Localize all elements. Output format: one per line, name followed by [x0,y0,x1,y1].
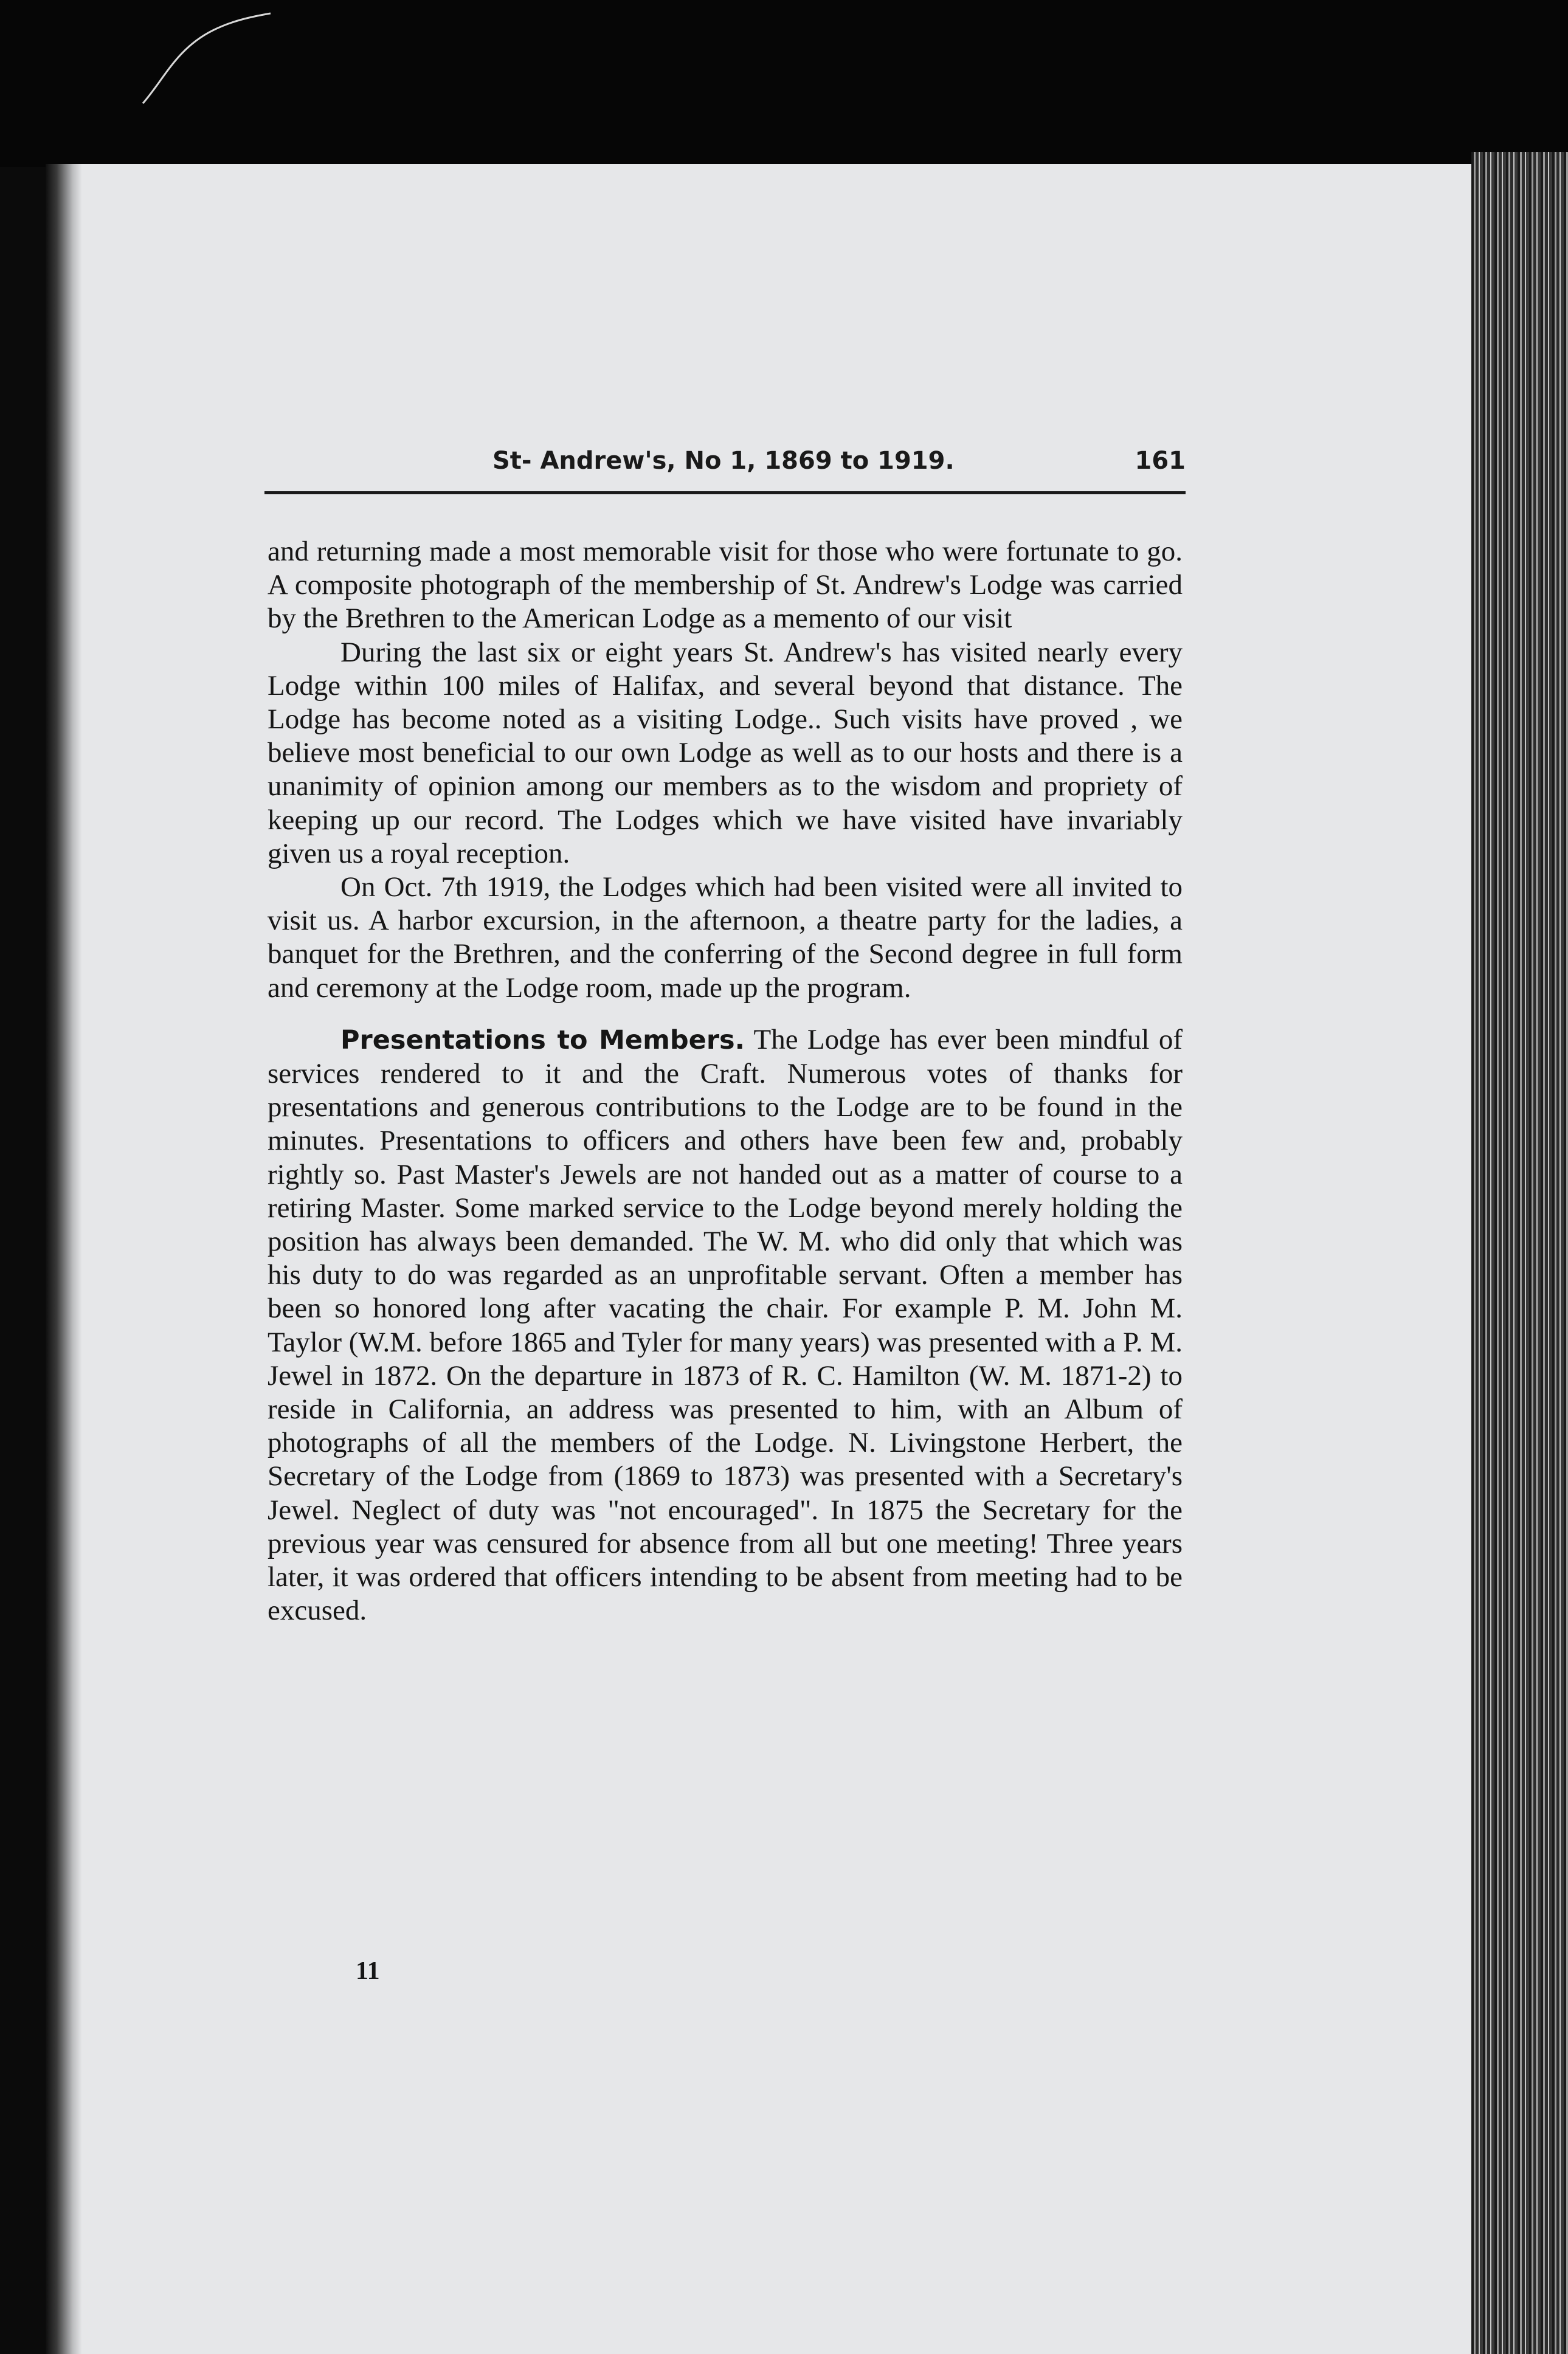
page-gutter-left [46,164,82,2354]
paragraph-1: and returning made a most memorable visit for those who were fortunate to go. A composite photograph of the membership of St. Andrew's Lodge was carried by the Brethren to the American Lodge as a memento of our visit [268,536,1183,635]
page-header [264,447,1186,495]
pen-stroke-mark [140,12,274,109]
section-heading: Presentations to Members. [340,1024,745,1055]
paragraph-3: On Oct. 7th 1919, the Lodges which had been visited were all invited to visit us. A harbor excursion, in the afternoon, a theatre party for the ladies, a banquet for the Brethren, and the conferring of the Second degree in full form and ceremony at the Lodge room, made up the program. [268,871,1183,1004]
signature-mark: 11 [356,1957,380,1985]
page-number: 161 [1135,447,1186,475]
book-page-edges [1471,152,1568,2354]
paragraph-4 [268,1023,1183,1628]
paragraph-4-text: The Lodge has ever been mindful of services rendered to it and the Craft. Numerous votes of thanks for presentations and generous contributions to the Lodge are to be found in the minutes. Presentations to officers and others have been few and, probably rightly so. Past Master's Jewels are not handed out as a matter of course to a retiring Master. Some marked service to the Lodge beyond merely holding the position has always been demanded. The W. M. who did only that which was his duty to do was regarded as an unprofitable servant. Often a member has been so honored long after vacating the chair. For example P. M. John M. Taylor (W.M. before 1865 and Tyler for many years) was presented with a P. M. Jewel in 1872. On the departure in 1873 of R. C. Hamilton (W. M. 1871-2) to reside in California, an address was presented to him, with an Album of photographs of all the members of the Lodge. N. Livingstone Herbert, the Secretary of the Lodge from (1869 to 1873) was presented with a Secretary's Jewel. Neglect of duty was "not encouraged". In 1875 the Secretary for the previous year was censured for absence from all but one meeting! Three years later, it was ordered that officers intending to be absent from meeting had to be excused. [268,1023,1183,1627]
body-text [268,535,1183,1628]
paragraph-2: During the last six or eight years St. Andrew's has visited nearly every Lodge within 100 miles of Halifax, and several beyond that distance. The Lodge has become noted as a visiting Lodge.. Such visits have proved , we believe most beneficial to our own Lodge as well as to our hosts and there is a unanimity of opinion among our members as to the wisdom and propriety of keeping up our record. The Lodges which we have visited have invariably given us a royal reception. [268,636,1183,869]
running-head: St- Andrew's, No 1, 1869 to 1919. [492,447,955,475]
header-rule [264,491,1186,494]
